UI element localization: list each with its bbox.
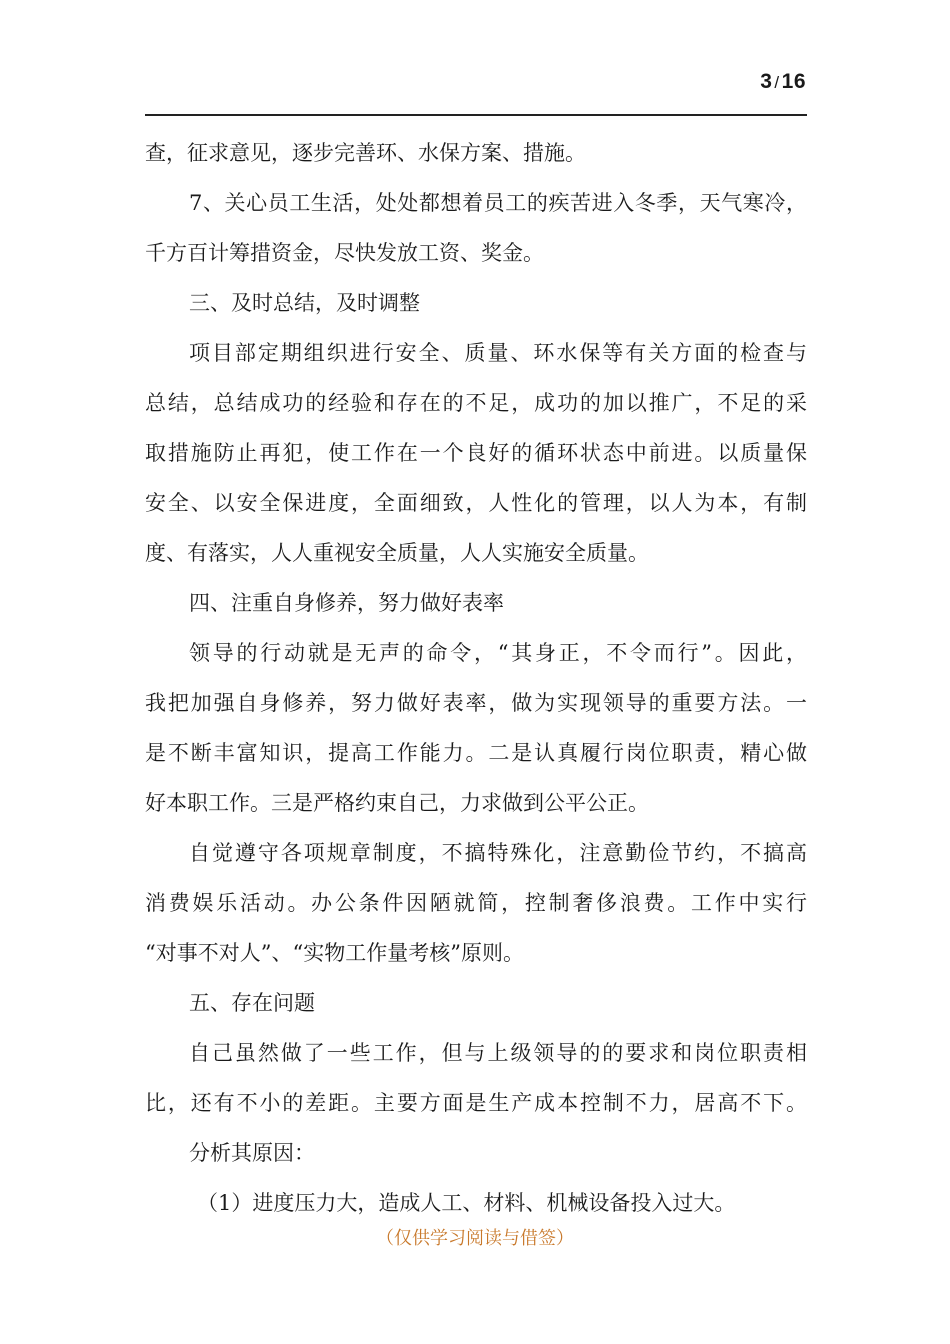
text-line: 是不断丰富知识，提高工作能力。二是认真履行岗位职责，精心做 [145,741,807,765]
text-line: 领导的行动就是无声的命令，“其身正，不令而行”。因此， [189,641,807,665]
section-heading: 四、注重自身修养，努力做好表率 [189,591,504,615]
text-line: 项目部定期组织进行安全、质量、环水保等有关方面的检查与 [189,341,807,365]
text-line: 度、有落实，人人重视安全质量，人人实施安全质量。 [145,541,649,565]
text-line: 自觉遵守各项规章制度，不搞特殊化，注意勤俭节约，不搞高 [189,841,807,865]
text-line: 取措施防止再犯，使工作在一个良好的循环状态中前进。以质量保 [145,441,807,465]
page-total: 16 [781,70,806,93]
text-line: 比，还有不小的差距。主要方面是生产成本控制不力，居高不下。 [145,1091,807,1115]
page-current: 3 [760,70,773,93]
text-line: 分析其原因： [189,1141,315,1165]
text-line: 消费娱乐活动。办公条件因陋就简，控制奢侈浪费。工作中实行 [145,891,807,915]
text-line: 自己虽然做了一些工作，但与上级领导的的要求和岗位职责相 [189,1041,807,1065]
text-line: 总结，总结成功的经验和存在的不足，成功的加以推广，不足的采 [145,391,807,415]
document-body [145,128,807,1228]
header-divider [145,114,807,116]
footer-note: （仅供学习阅读与借签） [376,1228,574,1249]
text-line: 安全、以安全保进度，全面细致，人性化的管理，以人为本，有制 [145,491,807,515]
text-line: 千方百计筹措资金，尽快发放工资、奖金。 [145,241,544,265]
text-line: 好本职工作。三是严格约束自己，力求做到公平公正。 [145,791,649,815]
list-item: （1）进度压力大，造成人工、材料、机械设备投入过大。 [197,1191,736,1215]
text-line: 我把加强自身修养，努力做好表率，做为实现领导的重要方法。一 [145,691,807,715]
text-line: 查，征求意见，逐步完善环、水保方案、措施。 [145,141,586,165]
section-heading: 五、存在问题 [189,991,315,1015]
text-line: 7、关心员工生活，处处都想着员工的疾苦进入冬季，天气寒冷， [189,191,807,215]
page-number [760,70,806,94]
page-separator: / [774,73,780,92]
text-line: “对事不对人”、“实物工作量考核”原则。 [145,941,524,965]
section-heading: 三、及时总结，及时调整 [189,291,420,315]
